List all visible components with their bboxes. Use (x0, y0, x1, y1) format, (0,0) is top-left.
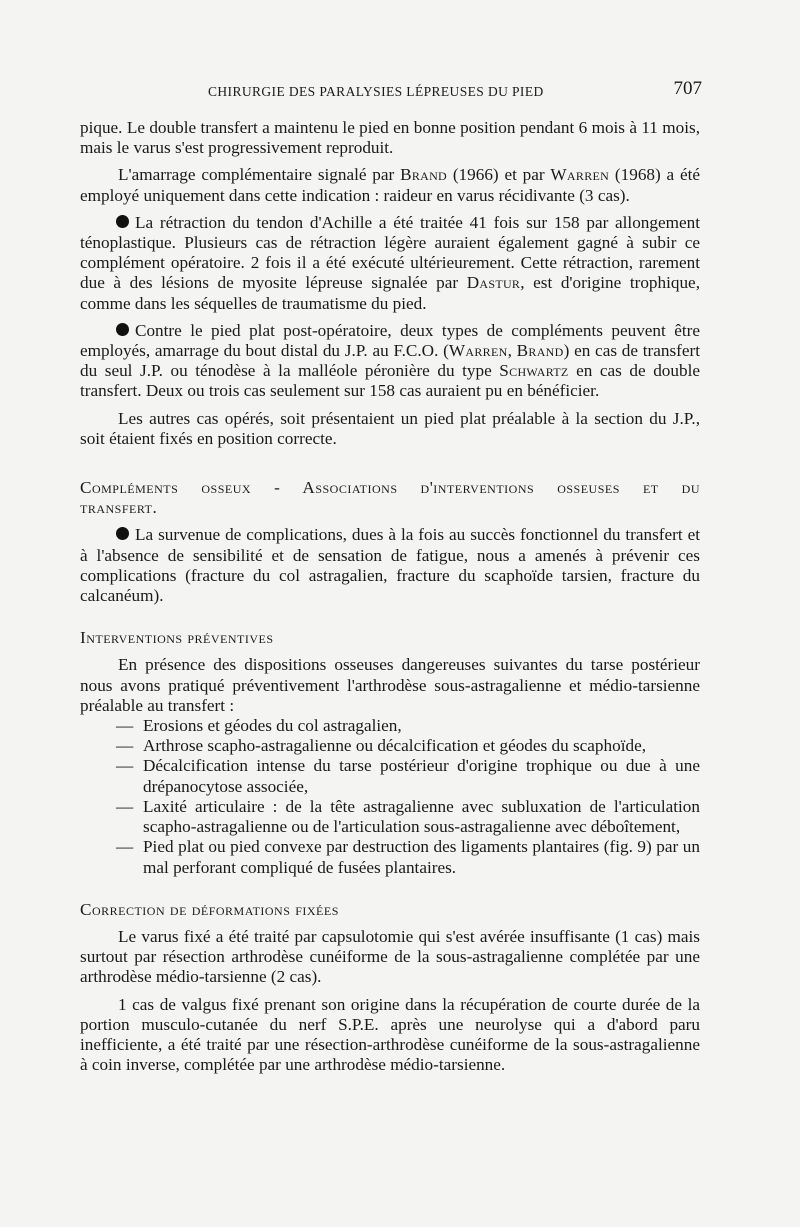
section-heading-complements (80, 478, 700, 518)
list-item: — Pied plat ou pied convexe par destruction des ligaments plantaires (fig. 9) par un mal perforant compliqué de fusées plantaires. (116, 837, 700, 877)
page-body (80, 118, 700, 1075)
heading-line: Compléments osseux - Associations d'interventions osseuses et du (80, 478, 700, 498)
bullet-icon (116, 527, 129, 540)
heading-line: transfert. (80, 498, 158, 518)
paragraph-dispositions: En présence des dispositions osseuses dangereuses suivantes du tarse postérieur nous avons pratiqué préventivement l'arthrodèse sous-astragalienne et médio-tarsienne préalable au transfert : (80, 655, 700, 715)
author-name: Schwartz (499, 361, 569, 381)
paragraph-valgus: 1 cas de valgus fixé prenant son origine dans la récupération de courte durée de la portion musculo-cutanée du nerf S.P.E. après une neurolyse qui a d'abord paru inefficiente, a été traité par une résection-arthrodèse cunéiforme de la sous-astragalienne à coin inverse, complétée par une arthrodèse médio-tarsienne. (80, 994, 700, 1075)
page-number: 707 (673, 78, 702, 99)
paragraph-varus: Le varus fixé a été traité par capsulotomie qui s'est avérée insuffisante (1 cas) mais surtout par résection arthrodèse cunéiforme de la sous-astragalienne complétée par une arthrodèse médio-tarsienne (2 cas). (80, 926, 700, 987)
running-title: CHIRURGIE DES PARALYSIES LÉPREUSES DU PIED (208, 84, 544, 99)
section-heading-correction: Correction de déformations fixées (80, 899, 339, 919)
bullet-icon (116, 215, 129, 228)
paragraph-pied-plat: Contre le pied plat post-opératoire, deux types de compléments peuvent être employés, amarrage du bout distal du J.P. au F.C.O. (Warren, Brand) en cas de transfert du seul J.P. ou ténodèse à la malléole péronière du type Schwartz en cas de double transfert. Deux ou trois cas seulement sur 158 cas auraient pu en bénéficier. (80, 320, 700, 401)
author-name: Warren (448, 341, 508, 361)
list-item: — Arthrose scapho-astragalienne ou décalcification et géodes du scaphoïde, (116, 736, 647, 756)
list-item: — Laxité articulaire : de la tête astragalienne avec subluxation de l'articulation scapho-astragalienne ou de l'articulation sous-astragalienne avec déboîtement, (116, 796, 700, 837)
paragraph-complications: La survenue de complications, dues à la fois au succès fonctionnel du transfert et à l'absence de sensibilité et de sensation de fatigue, nous a amenés à prévenir ces complications (fracture du col astragalien, fracture du scaphoïde tarsien, fracture du calcanéum). (80, 525, 700, 606)
dash-list (80, 716, 700, 878)
paragraph-continuation: pique. Le double transfert a maintenu le pied en bonne position pendant 6 mois à 11 mois, mais le varus s'est progressivement reproduit. (80, 118, 700, 158)
list-item: — Décalcification intense du tarse postérieur d'origine trophique ou due à une drépanocytose associée, (116, 756, 700, 796)
list-item: — Erosions et géodes du col astragalien, (116, 716, 402, 736)
paragraph-achille: La rétraction du tendon d'Achille a été traitée 41 fois sur 158 par allongement ténoplastique. Plusieurs cas de rétraction légère auraient également gagné à subir ce complément opératoire. 2 fois il a été exécuté ultérieurement. Cette rétraction, rarement due à des lésions de myosite lépreuse signalée par Dastur, est d'origine trophique, comme dans les séquelles de traumatisme du pied. (80, 212, 700, 313)
author-name: Dastur (466, 273, 521, 293)
paragraph-amarrage: L'amarrage complémentaire signalé par Brand (1966) et par Warren (1968) a été employé uniquement dans cette indication : raideur en varus récidivante (3 cas). (80, 165, 700, 205)
author-name: Brand (516, 341, 564, 361)
bullet-icon (116, 323, 129, 336)
author-name: Warren (550, 165, 610, 185)
author-name: Brand (400, 165, 448, 185)
running-header (80, 80, 702, 104)
section-heading-preventives: Interventions préventives (80, 628, 274, 648)
paragraph-autres-cas: Les autres cas opérés, soit présentaient un pied plat préalable à la section du J.P., soit étaient fixés en position correcte. (80, 408, 700, 448)
